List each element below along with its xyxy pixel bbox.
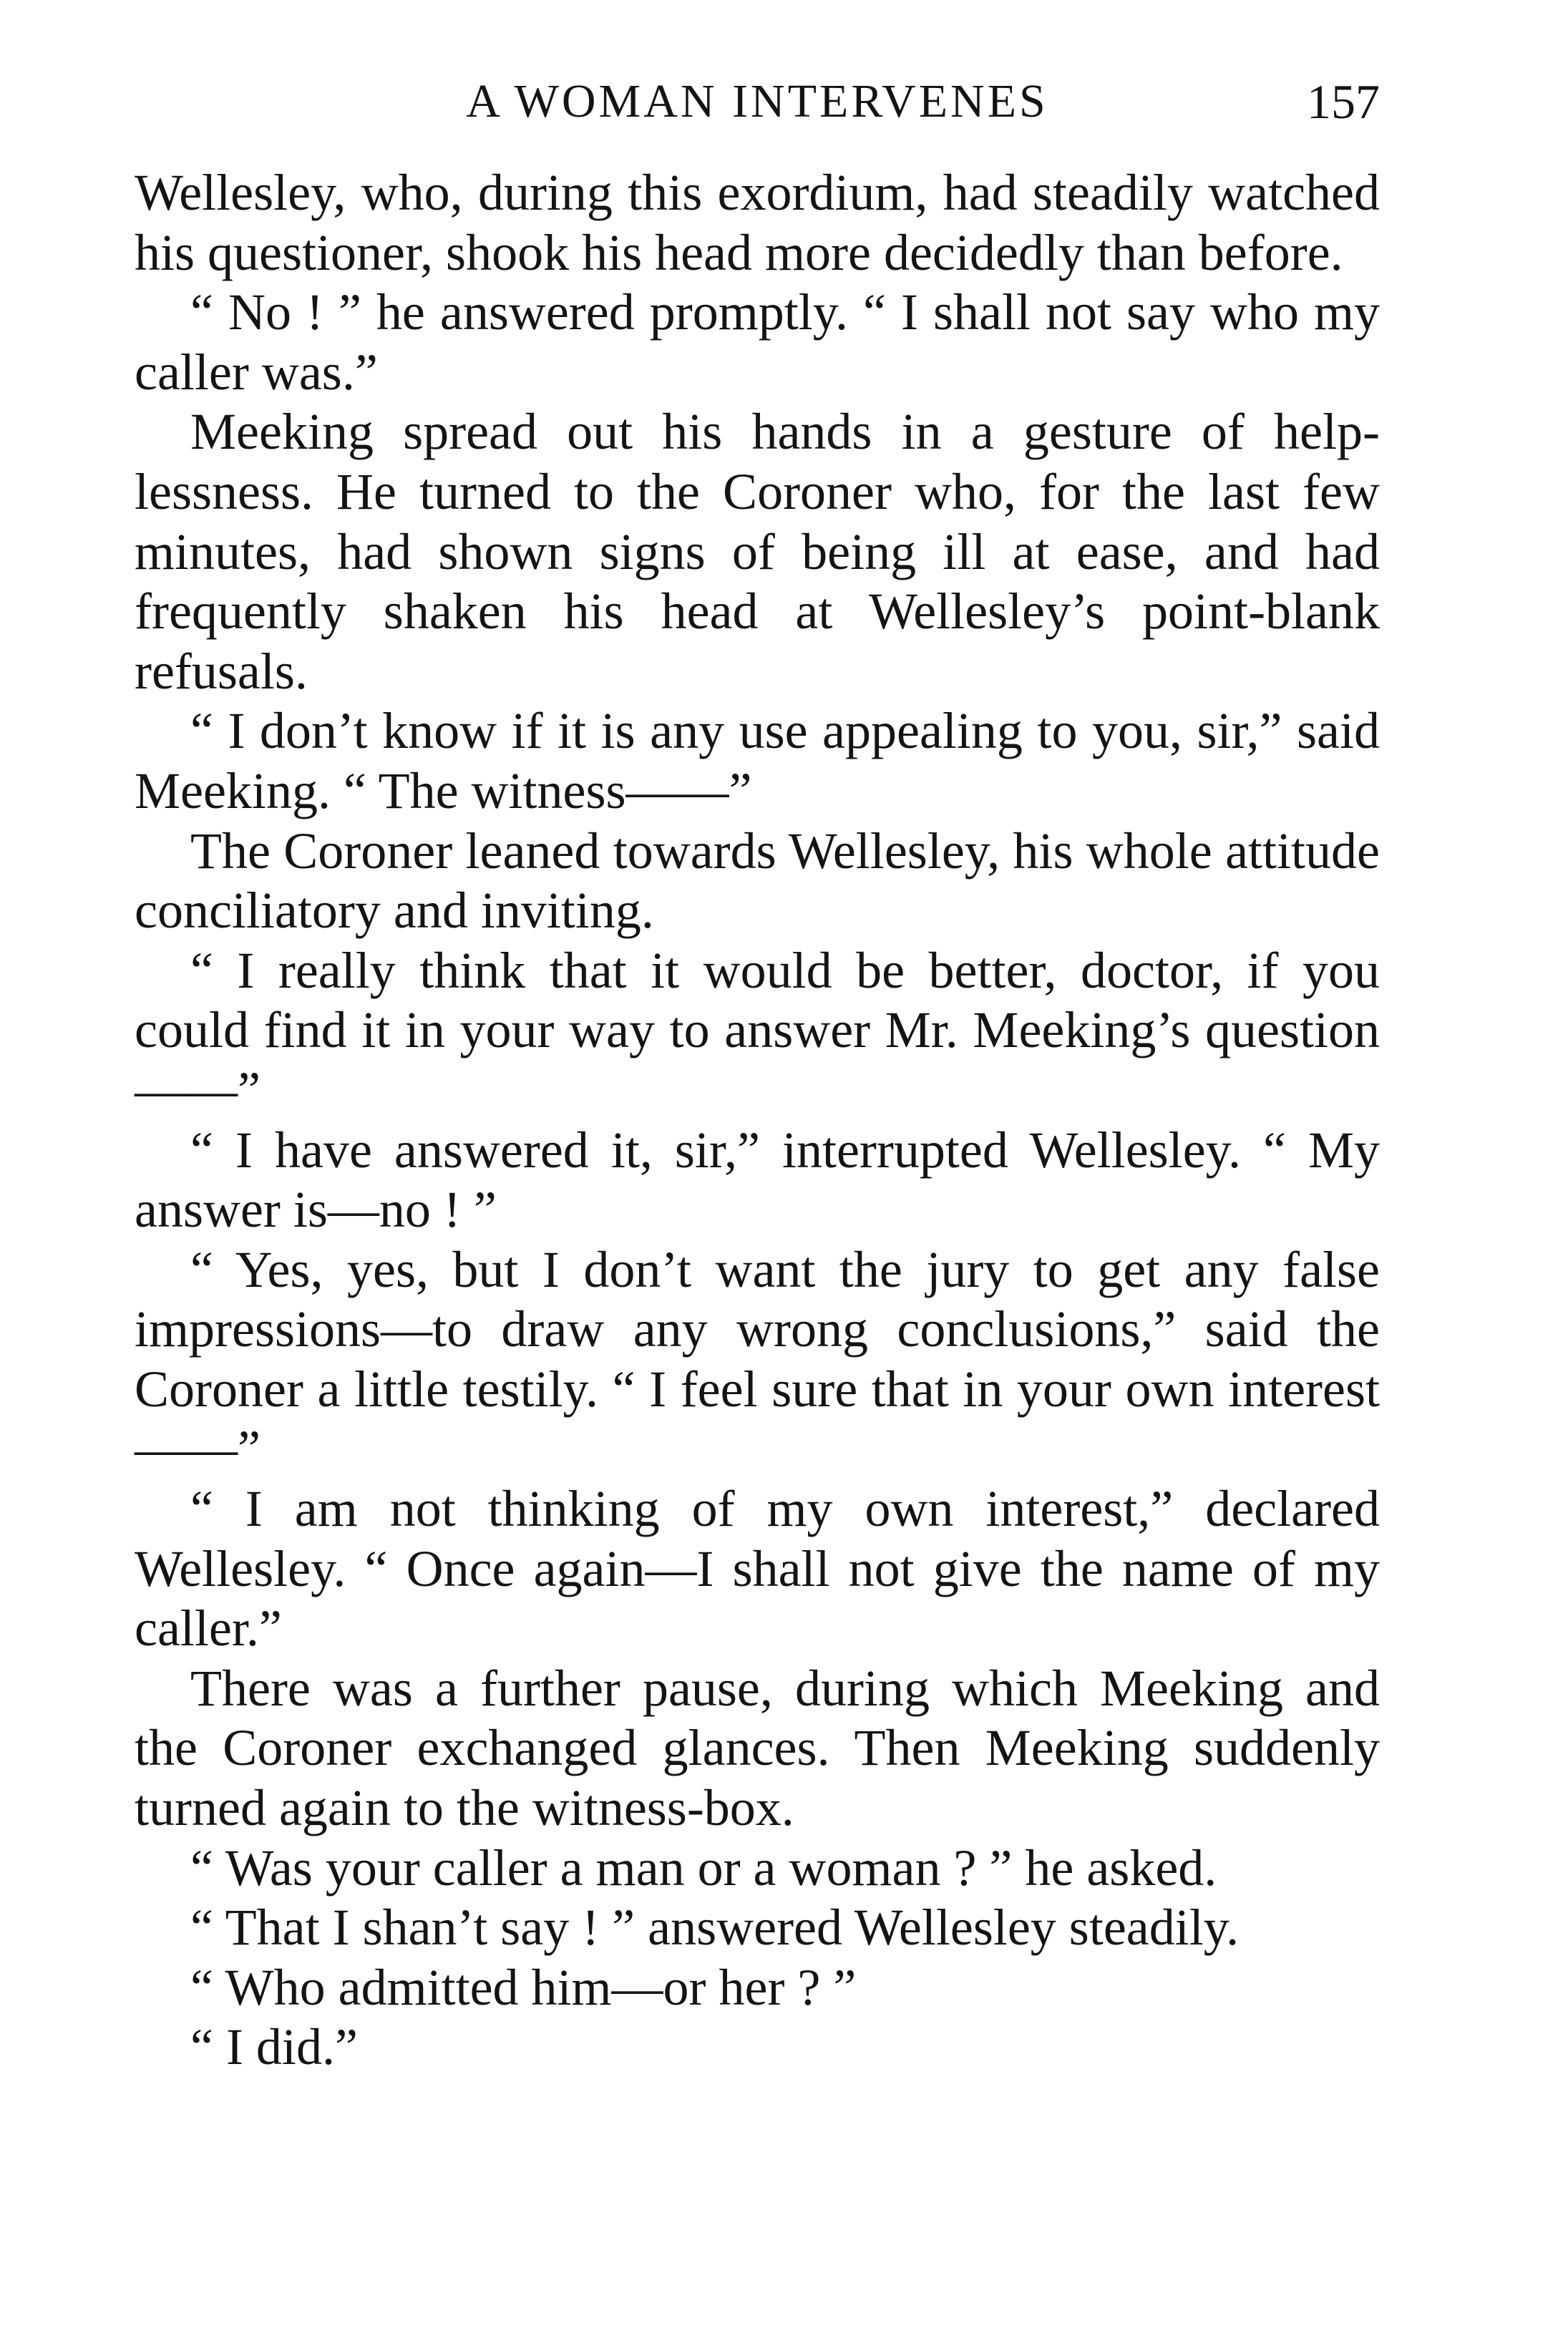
running-title: A WOMAN INTERVENES (466, 75, 1048, 127)
paragraph: The Coroner leaned towards Wellesley, his whole attitude conciliatory and inviting. (135, 822, 1380, 940)
paragraph: “ I really think that it would be better, doctor, if you could find it in your way to answer Mr. Meeking’s question——” (135, 941, 1380, 1119)
paragraph: “ That I shan’t say ! ” answered Wellesley steadily. (190, 1899, 1240, 1957)
paragraph: “ I don’t know if it is any use appealing to you, sir,” said Meeking. “ The witness——” (135, 702, 1380, 819)
paragraph: Wellesley, who, during this exordium, had steadily watched his questioner, shook his head more decidedly than before. (135, 164, 1380, 281)
body-text (135, 163, 1380, 2078)
paragraph: “ Who admitted him—or her ? ” (190, 1958, 857, 2016)
page-number: 157 (1307, 74, 1380, 129)
paragraph: There was a further pause, during which Meeking and the Coroner exchanged glances. Then Meeking suddenly turned again to the witness-box. (135, 1659, 1380, 1837)
running-head (135, 66, 1380, 137)
paragraph: “ No ! ” he answered promptly. “ I shall not say who my caller was.” (135, 283, 1380, 401)
paragraph: “ I have answered it, sir,” interrupted Wellesley. “ My answer is—no ! ” (135, 1121, 1380, 1239)
paragraph: “ Was your caller a man or a woman ? ” he asked. (190, 1839, 1217, 1897)
paragraph: Meeking spread out his hands in a gesture of helplessness. He turned to the Coroner who, for the last few minutes, had shown signs of being ill at ease, and had frequently shaken his head at Wellesley’s point-blank refusals. (135, 403, 1380, 700)
paragraph: “ I did.” (190, 2018, 358, 2076)
paragraph: “ Yes, yes, but I don’t want the jury to get any false impressions—to draw any wrong conclusions,” said the Coroner a little testily. “ I feel sure that in your own interest——” (135, 1240, 1380, 1478)
paragraph: “ I am not thinking of my own interest,” declared Wellesley. “ Once again—I shall not give the name of my caller.” (135, 1480, 1380, 1658)
